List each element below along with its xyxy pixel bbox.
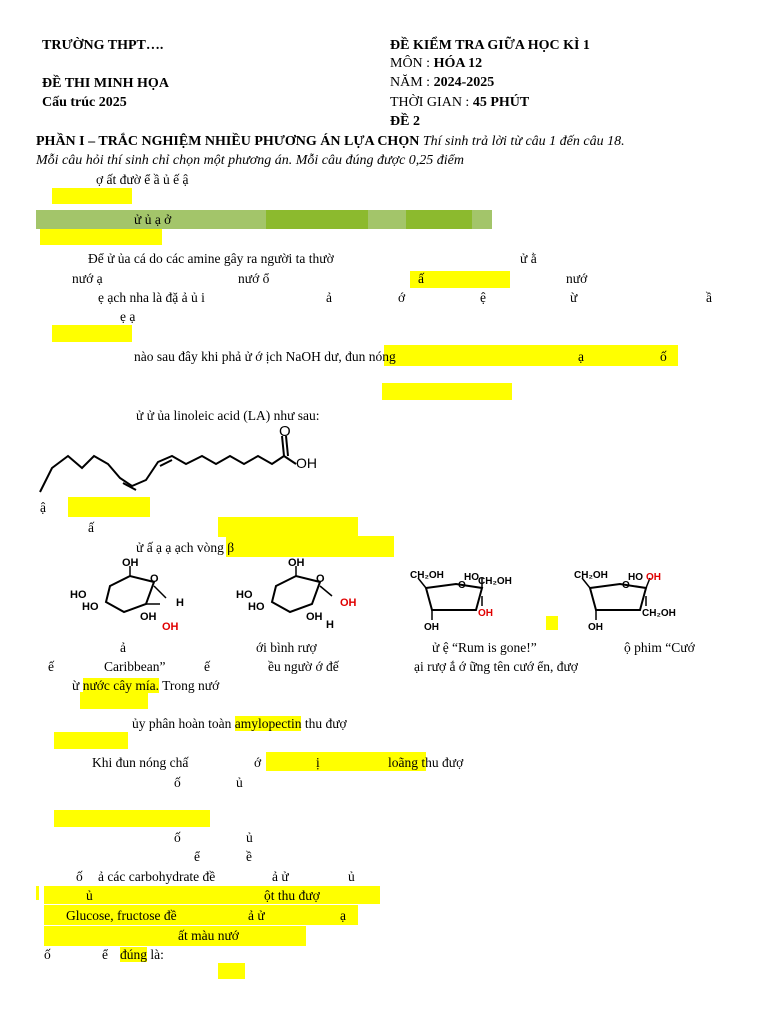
- anomeric-oh-label: OH: [478, 608, 493, 619]
- ch2oh-label: CH₂OH: [410, 570, 444, 581]
- text-line: ố: [174, 775, 181, 790]
- exam-label: ĐỀ THI MINH HỌA: [42, 76, 169, 91]
- text-line: ả ử: [248, 908, 265, 923]
- subject-line: [390, 56, 482, 72]
- highlight-box: [36, 886, 39, 900]
- text-line: [134, 349, 396, 365]
- text-line: ậ: [40, 500, 46, 515]
- text-line: ấ: [88, 520, 94, 535]
- text-line: Khi đun nóng chấ: [92, 755, 189, 770]
- ring-oxygen-label: O: [622, 580, 630, 591]
- ring-oxygen-label: O: [316, 573, 325, 585]
- text-line: ố: [44, 947, 51, 962]
- text-span: thu đượ: [418, 755, 464, 770]
- text-line: ể: [194, 849, 200, 864]
- text-line: ử ủ ạ ở: [134, 212, 172, 227]
- structure-label: Cấu trúc 2025: [42, 95, 127, 110]
- text-line: ủ: [246, 830, 253, 845]
- text-line: [102, 947, 164, 963]
- oxygen-label: O: [279, 423, 291, 440]
- text-line: Caribbean”: [104, 659, 166, 674]
- ho-label: HO: [628, 572, 643, 583]
- ho-label: HO: [464, 572, 479, 583]
- section-instruction-2: Mỗi câu hỏi thí sinh chỉ chọn một phương án. Mỗi câu đúng được 0,25 điểm: [36, 153, 464, 168]
- text-line: ả: [120, 640, 126, 655]
- text-line: ủ: [348, 869, 355, 884]
- ho-label: HO: [82, 601, 99, 613]
- text-line: ẹ ạch nha là đặ ả ủ i: [98, 290, 205, 305]
- text-line: ớ: [398, 290, 406, 305]
- text-line: ất màu nướ: [178, 928, 239, 943]
- text-line: ố: [76, 869, 83, 884]
- h-label: H: [176, 597, 184, 609]
- text-line: ả: [326, 290, 332, 305]
- anomeric-oh-label: OH: [162, 621, 179, 633]
- highlight-box: [384, 345, 678, 366]
- text-line: [132, 716, 347, 732]
- text-line: nướ ạ: [72, 271, 103, 286]
- highlight-box: [80, 692, 148, 709]
- green-bar-segment: [406, 210, 472, 229]
- year-line: [390, 75, 494, 91]
- highlight-box: [52, 188, 132, 204]
- oh-label: OH: [288, 557, 305, 569]
- text-span: là:: [147, 947, 164, 962]
- highlight-box: [52, 325, 132, 342]
- section-title: PHẦN I – TRẮC NGHIỆM NHIỀU PHƯƠNG ÁN LỰA CHỌN: [36, 134, 420, 149]
- text-line: ủ: [86, 888, 93, 903]
- text-line: Glucose, fructose đề: [66, 908, 177, 923]
- text-line: ẹ ạ: [120, 309, 136, 324]
- school-name: TRƯỜNG THPT….: [42, 38, 164, 53]
- subject-value: HÓA 12: [433, 56, 483, 71]
- h-label: H: [326, 619, 334, 631]
- fructose-structure-1: [400, 566, 520, 634]
- text-span: β: [227, 540, 235, 555]
- green-bar: [36, 210, 492, 229]
- text-line: ị: [316, 755, 320, 770]
- text-line: ừ: [570, 290, 578, 305]
- text-line: ả ử: [272, 869, 289, 884]
- exam-code: ĐỀ 2: [390, 114, 420, 129]
- text-line: ạ: [340, 908, 346, 923]
- ring-oxygen-label: O: [458, 580, 466, 591]
- text-span: ử ấ ạ ạ ạch vòng: [136, 540, 228, 555]
- text-line: ấ: [418, 271, 424, 286]
- highlight-box: [44, 926, 306, 946]
- oh-label: OH: [122, 557, 139, 569]
- text-line: ử ệ “Rum is gone!”: [432, 640, 537, 655]
- text-line: ều ngườ ớ đế: [268, 659, 339, 674]
- highlight-box: [218, 517, 358, 537]
- text-span: ể: [102, 947, 108, 962]
- anomeric-oh-label: OH: [646, 572, 661, 583]
- text-line: Để ử ủa cá do các amine gây ra người ta thườ: [88, 251, 334, 266]
- ch2oh-label: CH₂OH: [478, 576, 512, 587]
- text-line: ủ: [236, 775, 243, 790]
- ch2oh-label: CH₂OH: [642, 608, 676, 619]
- oh-label: OH: [588, 622, 603, 633]
- text-line: ộ phim “Cướ: [624, 640, 695, 655]
- highlighted-span: đúng: [120, 947, 147, 962]
- time-label: THỜI GIAN :: [390, 95, 473, 110]
- time-line: [390, 95, 529, 111]
- text-line: [136, 540, 234, 556]
- glucose-structure-alpha: [70, 556, 200, 634]
- text-line: ố: [660, 349, 667, 364]
- text-line: [388, 755, 463, 771]
- subject-label: MÔN :: [390, 56, 434, 71]
- year-label: NĂM :: [390, 75, 434, 90]
- text-span: ủy phân hoàn toàn: [132, 716, 235, 731]
- highlight-box: [410, 271, 510, 288]
- highlight-box: [68, 497, 150, 517]
- text-line: ế: [48, 659, 54, 674]
- highlight-box: [546, 616, 558, 630]
- hydroxyl-label: OH: [296, 455, 317, 471]
- highlight-box: [226, 536, 394, 557]
- text-line: ế: [204, 659, 210, 674]
- section-instruction-1: Thí sinh trả lời từ câu 1 đến câu 18.: [419, 134, 625, 149]
- ch2oh-label: CH₂OH: [574, 570, 608, 581]
- highlight-box: [218, 963, 245, 979]
- ho-label: HO: [248, 601, 265, 613]
- highlighted-span: amylopectin: [234, 716, 302, 731]
- anomeric-oh-label: OH: [340, 597, 357, 609]
- oh-label: OH: [140, 611, 157, 623]
- text-line: ử ằ: [520, 251, 537, 266]
- text-line: ầ: [706, 290, 712, 305]
- text-line: ệ: [480, 290, 486, 305]
- text-line: ạ: [578, 349, 584, 364]
- ho-label: HO: [236, 589, 253, 601]
- text-line: ớ: [254, 755, 262, 770]
- oh-label: OH: [306, 611, 323, 623]
- text-line: [72, 678, 219, 694]
- year-value: 2024-2025: [433, 75, 495, 90]
- text-span: nào sau đây khi phả ử ớ ịch: [134, 349, 286, 364]
- text-span: Trong nướ: [159, 678, 220, 693]
- text-line: ử ử ủa linoleic acid (LA) như sau:: [136, 408, 320, 423]
- fructose-structure-2: [564, 566, 684, 634]
- text-line: nướ ổ: [238, 271, 270, 286]
- highlight-box: [382, 383, 512, 400]
- highlighted-span: nước cây mía.: [82, 678, 160, 693]
- highlight-box: [54, 732, 128, 749]
- oh-label: OH: [424, 622, 439, 633]
- ring-oxygen-label: O: [150, 573, 159, 585]
- text-line: ả các carbohydrate đề: [98, 869, 216, 884]
- time-value: 45 PHÚT: [472, 95, 530, 110]
- exam-title: ĐỀ KIỂM TRA GIỮA HỌC KÌ 1: [390, 38, 590, 53]
- text-span: loãng: [388, 755, 418, 770]
- highlight-box: [40, 229, 162, 245]
- text-span: ừ: [72, 678, 83, 693]
- ho-label: HO: [70, 589, 87, 601]
- text-line: nướ: [566, 271, 588, 286]
- text-line: ột thu đượ: [264, 888, 320, 903]
- text-line: ợ ất đườ ể ầ ủ ế ậ: [96, 172, 189, 187]
- text-line: ố: [174, 830, 181, 845]
- glucose-structure-beta: [236, 556, 366, 634]
- linoleic-acid-structure: [36, 420, 336, 500]
- text-line: ại rượ ắ ớ ững tên cướ ển, đượ: [414, 659, 578, 674]
- text-line: ới bình rượ: [256, 640, 317, 655]
- section-title-line: [36, 134, 625, 150]
- highlight-box: [44, 886, 380, 904]
- green-bar-segment: [368, 210, 406, 229]
- text-span: NaOH dư, đun nóng: [285, 349, 396, 364]
- text-span: thu đượ: [301, 716, 347, 731]
- highlight-box: [54, 810, 210, 827]
- text-line: ề: [246, 849, 252, 864]
